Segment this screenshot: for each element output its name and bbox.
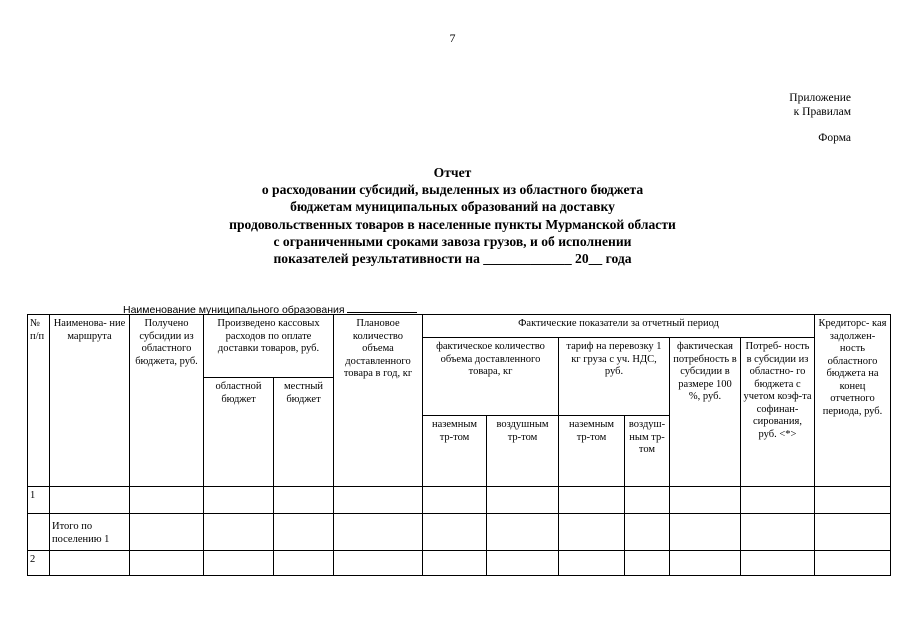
header-need-cofin: Потреб- ность в субсидии из областно- го бюджета с учетом коэф-та софинан- сирования, руб. <*> <box>741 338 815 487</box>
row-num <box>28 514 50 551</box>
header-planned: Плановое количество объема доставленного товара в год, кг <box>334 315 423 487</box>
report-title <box>0 164 905 267</box>
title-line-5: с ограниченными сроками завоза грузов, и об исполнении <box>273 233 632 249</box>
table-cell <box>670 514 741 551</box>
table-cell <box>815 514 891 551</box>
row-route: Итого по поселению 1 <box>50 514 130 551</box>
table-cell <box>625 487 670 514</box>
header-air-tariff: воздуш- ным тр-том <box>625 416 670 487</box>
title-line-6: показателей результативности на _____________ 20__ года <box>273 251 632 267</box>
table-cell <box>130 514 204 551</box>
table-cell <box>741 487 815 514</box>
table-cell <box>334 487 423 514</box>
table-cell <box>487 514 559 551</box>
table-cell <box>423 551 487 576</box>
table-cell <box>334 514 423 551</box>
table-cell <box>204 514 274 551</box>
row-route <box>50 487 130 514</box>
table-cell <box>625 514 670 551</box>
header-received: Получено субсидии из областного бюджета, руб. <box>130 315 204 487</box>
table-cell <box>670 551 741 576</box>
header-ground-qty: наземным тр-том <box>423 416 487 487</box>
table-cell <box>487 487 559 514</box>
table-cell <box>559 514 625 551</box>
row-num: 1 <box>28 487 50 514</box>
table-cell <box>204 487 274 514</box>
table-row <box>28 487 891 514</box>
appendix-note <box>789 91 851 119</box>
table-cell <box>274 487 334 514</box>
header-num: № п/п <box>28 315 50 487</box>
appendix-line-1: Приложение <box>789 92 851 104</box>
header-actual-qty: фактическое количество объема доставленного товара, кг <box>423 338 559 416</box>
table-cell <box>815 551 891 576</box>
table-row <box>28 514 891 551</box>
form-label: Форма <box>818 132 851 144</box>
table-cell <box>559 487 625 514</box>
title-line-2: о расходовании субсидий, выделенных из областного бюджета <box>261 182 644 198</box>
header-paid-group: Произведено кассовых расходов по оплате доставки товаров, руб. <box>204 315 334 378</box>
table-cell <box>274 514 334 551</box>
table-cell <box>487 551 559 576</box>
municipality-label: Наименование муниципального образования <box>123 304 345 316</box>
page-number: 7 <box>449 31 456 45</box>
table-cell <box>334 551 423 576</box>
table-cell <box>741 514 815 551</box>
table-cell <box>815 487 891 514</box>
title-line-3: бюджетам муниципальных образований на доставку <box>290 199 615 215</box>
header-actual-need: фактическая потребность в субсидии в размере 100 %, руб. <box>670 338 741 487</box>
report-table <box>27 314 891 576</box>
municipality-blank-line <box>347 303 417 313</box>
table-cell <box>559 551 625 576</box>
title-line-1: Отчет <box>433 165 472 180</box>
header-ground-tariff: наземным тр-том <box>559 416 625 487</box>
table-cell <box>741 551 815 576</box>
row-num: 2 <box>28 551 50 576</box>
table-cell <box>423 487 487 514</box>
header-paid-local: местный бюджет <box>274 378 334 487</box>
table-row <box>28 551 891 576</box>
title-line-4: продовольственных товаров в населенные пункты Мурманской области <box>229 216 676 232</box>
appendix-line-2: к Правилам <box>793 106 851 118</box>
header-paid-regional: областной бюджет <box>204 378 274 487</box>
table-cell <box>423 514 487 551</box>
table-cell <box>130 551 204 576</box>
header-actual-group: Фактические показатели за отчетный период <box>423 315 815 338</box>
table-cell <box>274 551 334 576</box>
header-route: Наименова- ние маршрута <box>50 315 130 487</box>
row-route <box>50 551 130 576</box>
table-cell <box>625 551 670 576</box>
header-payable: Кредиторс- кая задолжен- ность областного бюджета на конец отчетного периода, руб. <box>815 315 891 487</box>
table-cell <box>670 487 741 514</box>
header-air-qty: воздушным тр-том <box>487 416 559 487</box>
header-tariff: тариф на перевозку 1 кг груза с уч. НДС, руб. <box>559 338 670 416</box>
table-cell <box>130 487 204 514</box>
table-cell <box>204 551 274 576</box>
